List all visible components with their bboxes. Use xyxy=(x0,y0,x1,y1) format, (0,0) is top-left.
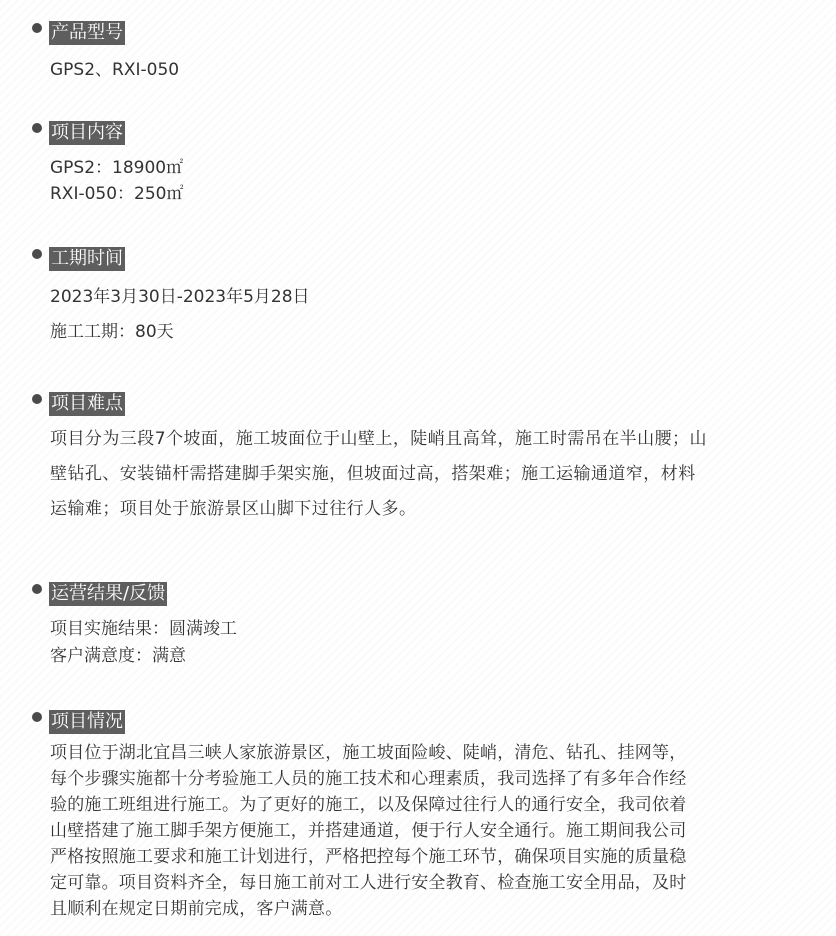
situation-line: 山壁搭建了施工脚手架方便施工，并搭建通道，便于行人安全通行。施工期间我公司 xyxy=(50,821,687,841)
difficulty-line: 壁钻孔、安装锚杆需搭建脚手架实施，但坡面过高，搭架难；施工运输通道窄，材料 xyxy=(50,464,696,484)
bullet-icon xyxy=(32,394,42,404)
bullet-icon xyxy=(32,712,42,722)
difficulty-line: 项目分为三段7个坡面，施工坡面位于山壁上，陡峭且高耸，施工时需吊在半山腰；山 xyxy=(50,429,707,449)
model-value: GPS2、RXI-050 xyxy=(50,60,180,80)
situation-line: 项目位于湖北宜昌三峡人家旅游景区，施工坡面险峻、陡峭，清危、钻孔、挂网等， xyxy=(50,743,687,763)
bullet-icon xyxy=(32,584,42,594)
situation-line: 且顺利在规定日期前完成，客户满意。 xyxy=(50,899,343,919)
section-heading: 项目内容 xyxy=(51,122,123,143)
schedule-duration: 施工工期：80天 xyxy=(50,322,174,342)
content-line-rxi050: RXI-050：250㎡ xyxy=(50,184,184,204)
section-heading: 运营结果/反馈 xyxy=(51,583,166,604)
bullet-icon xyxy=(32,23,42,33)
situation-paragraph xyxy=(50,740,800,922)
section-heading: 工期时间 xyxy=(51,248,123,269)
difficulty-paragraph xyxy=(50,422,800,527)
situation-line: 每个步骤实施都十分考验施工人员的施工技术和心理素质，我司选择了有多年合作经 xyxy=(50,769,687,789)
result-satisfaction: 客户满意度：满意 xyxy=(50,646,186,666)
section-heading: 项目难点 xyxy=(51,393,123,414)
content-line-gps2: GPS2：18900㎡ xyxy=(50,158,184,178)
bullet-icon xyxy=(32,249,42,259)
bullet-icon xyxy=(32,123,42,133)
situation-line: 严格按照施工要求和施工计划进行，严格把控每个施工环节，确保项目实施的质量稳 xyxy=(50,847,687,867)
section-heading: 项目情况 xyxy=(51,711,123,732)
situation-line: 验的施工班组进行施工。为了更好的施工，以及保障过往行人的通行安全，我司依着 xyxy=(50,795,687,815)
result-outcome: 项目实施结果：圆满竣工 xyxy=(50,619,237,639)
section-heading: 产品型号 xyxy=(51,22,123,43)
schedule-date-range: 2023年3月30日-2023年5月28日 xyxy=(50,287,310,307)
difficulty-line: 运输难；项目处于旅游景区山脚下过往行人多。 xyxy=(50,499,417,519)
situation-line: 定可靠。项目资料齐全，每日施工前对工人进行安全教育、检查施工安全用品，及时 xyxy=(50,873,687,893)
